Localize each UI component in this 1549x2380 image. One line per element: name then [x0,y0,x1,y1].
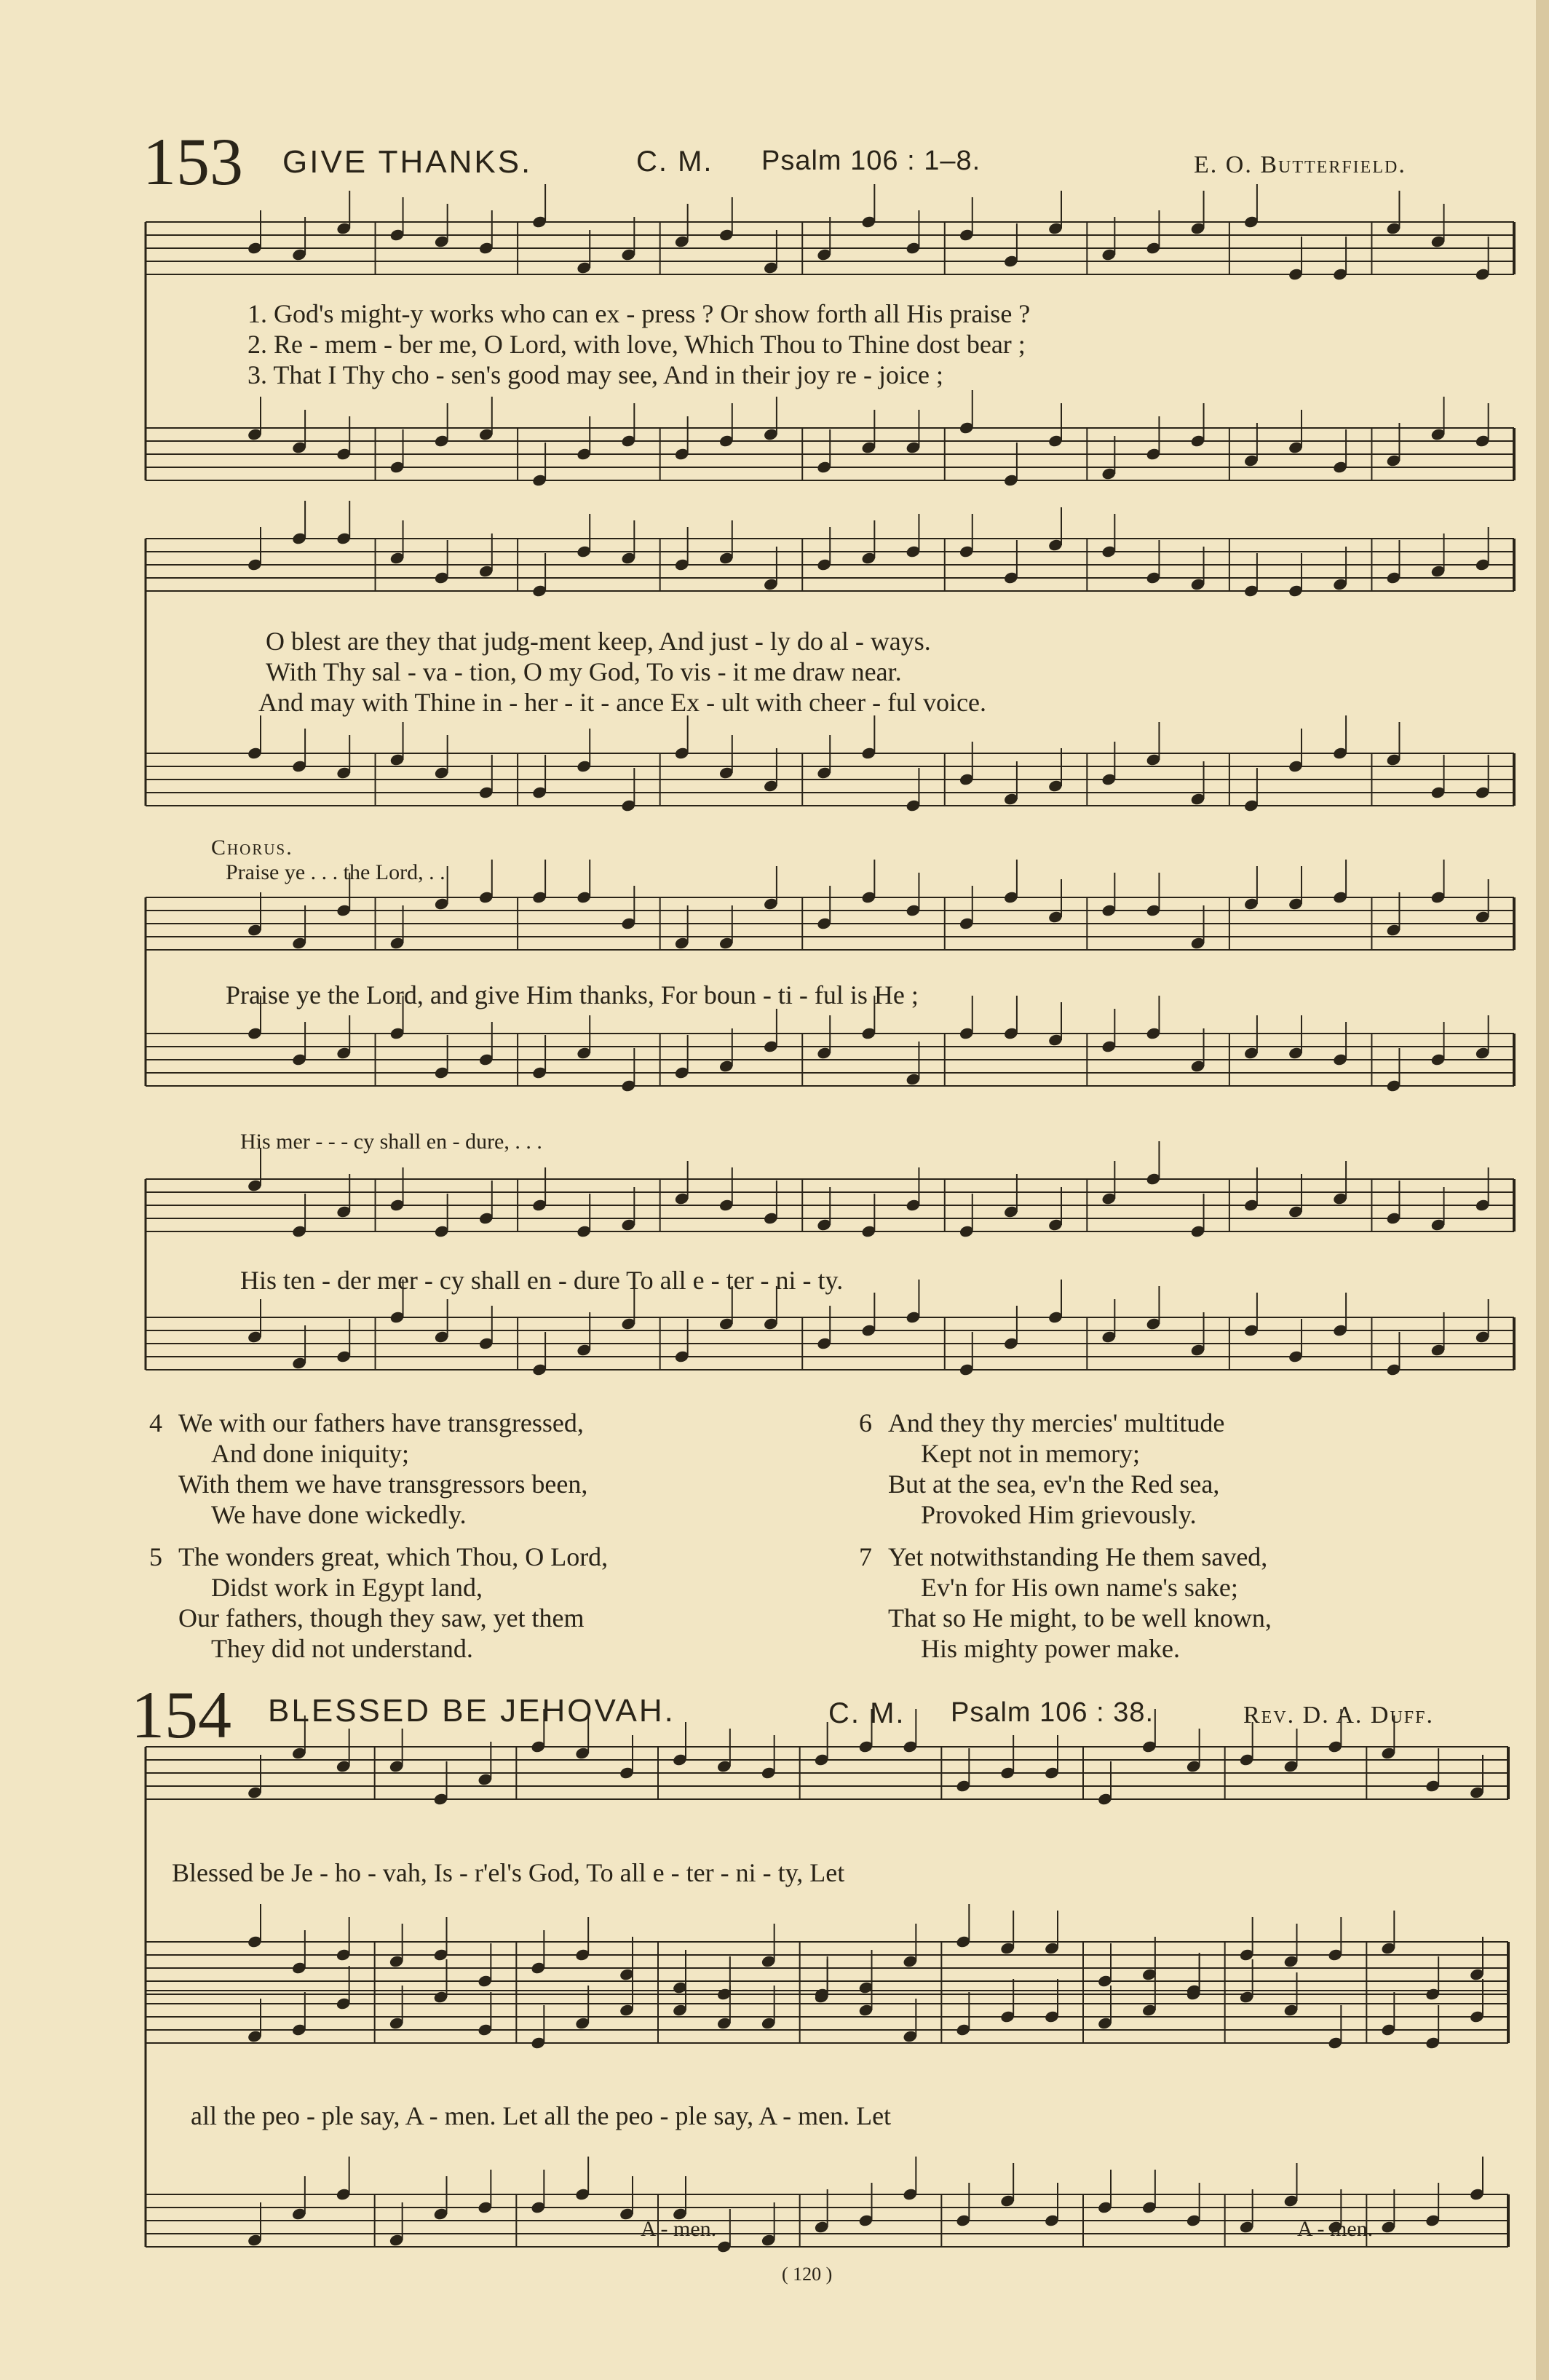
verse-line: 2. Re - mem - ber me, O Lord, with love, Which Thou to Thine dost bear ; [247,330,1026,359]
stanza-line: Our fathers, though they saw, yet them [178,1603,585,1633]
verse-line: And may with Thine in - her - it - ance Ex - ult with cheer - ful voice. [258,688,987,717]
stanza-line: Provoked Him grievously. [921,1500,1197,1529]
hymn-title: GIVE THANKS. [282,144,533,180]
stanza-line: We with our fathers have transgressed, [178,1408,584,1437]
chorus-line: His ten - der mer - cy shall en - dure To all e - ter - ni - ty. [240,1266,844,1295]
hymn-psalm-ref: Psalm 106 : 1–8. [761,146,981,176]
stanza: 6 And they thy mercies' multitude Kept not in memory; But at the sea, ev'n the Red sea, Provoked Him grievously. [859,1408,1225,1529]
stanza-line: The wonders great, which Thou, O Lord, [178,1542,609,1571]
stanza-line: Yet notwithstanding He them saved, [888,1542,1268,1571]
stanza-line: Ev'n for His own name's sake; [921,1573,1238,1602]
stanza-line: But at the sea, ev'n the Red sea, [888,1469,1220,1499]
chorus-top-line: Praise ye . . . the Lord, . . [226,860,445,884]
hymn-meter: C. M. [828,1697,906,1729]
stanza-line: They did not understand. [211,1634,473,1663]
chorus-mid-line: His mer - - - cy shall en - dure, . . . [240,1130,542,1154]
stanza-line: And they thy mercies' multitude [888,1408,1225,1437]
chorus-label: Chorus. [211,836,293,860]
stanza-line: His mighty power make. [921,1634,1180,1663]
hymn-title: BLESSED BE JEHOVAH. [268,1693,676,1729]
hymn-number: 153 [143,124,243,199]
chorus-line: Praise ye the Lord, and give Him thanks, For boun - ti - ful is He ; [226,980,919,1009]
amen-label: A - men. [641,2217,717,2241]
stanza-line: Didst work in Egypt land, [211,1573,483,1602]
verse-line: Blessed be Je - ho - vah, Is - r'el's God, To all e - ter - ni - ty, Let [172,1858,845,1887]
stanza-line: That so He might, to be well known, [888,1603,1272,1633]
hymn-number: 154 [131,1678,231,1752]
stanza: 4 We with our fathers have transgressed, And done iniquity; With them we have transgressors been, We have done wickedly. [149,1408,588,1529]
verse-line: With Thy sal - va - tion, O my God, To vis - it me draw near. [266,657,902,686]
verse-line: 3. That I Thy cho - sen's good may see, And in their joy re - joice ; [247,360,943,389]
hymn-composer: Rev. D. A. Duff. [1243,1702,1434,1729]
verse-line: O blest are they that judg-ment keep, And just - ly do al - ways. [266,627,931,656]
hymn-psalm-ref: Psalm 106 : 38. [951,1697,1154,1728]
hymn-composer: E. O. Butterfield. [1194,151,1406,178]
stanza: 5 The wonders great, which Thou, O Lord, Didst work in Egypt land, Our fathers, though they saw, yet them They did not understand. [149,1542,609,1663]
verse-line: all the peo - ple say, A - men. Let all the peo - ple say, A - men. Let [191,2101,892,2130]
stanza: 7 Yet notwithstanding He them saved, Ev'n for His own name's sake; That so He might, to be well known, His mighty power make. [859,1542,1272,1663]
verse-line: 1. God's might-y works who can ex - press ? Or show forth all His praise ? [247,299,1031,328]
hymn-meter: C. M. [636,146,713,178]
stanza-line: With them we have transgressors been, [178,1469,588,1499]
amen-label: A - men. [1297,2217,1374,2241]
stanza-line: Kept not in memory; [921,1439,1140,1468]
stanza-line: We have done wickedly. [211,1500,467,1529]
stanza-line: And done iniquity; [211,1439,409,1468]
page-number: ( 120 ) [782,2264,833,2285]
